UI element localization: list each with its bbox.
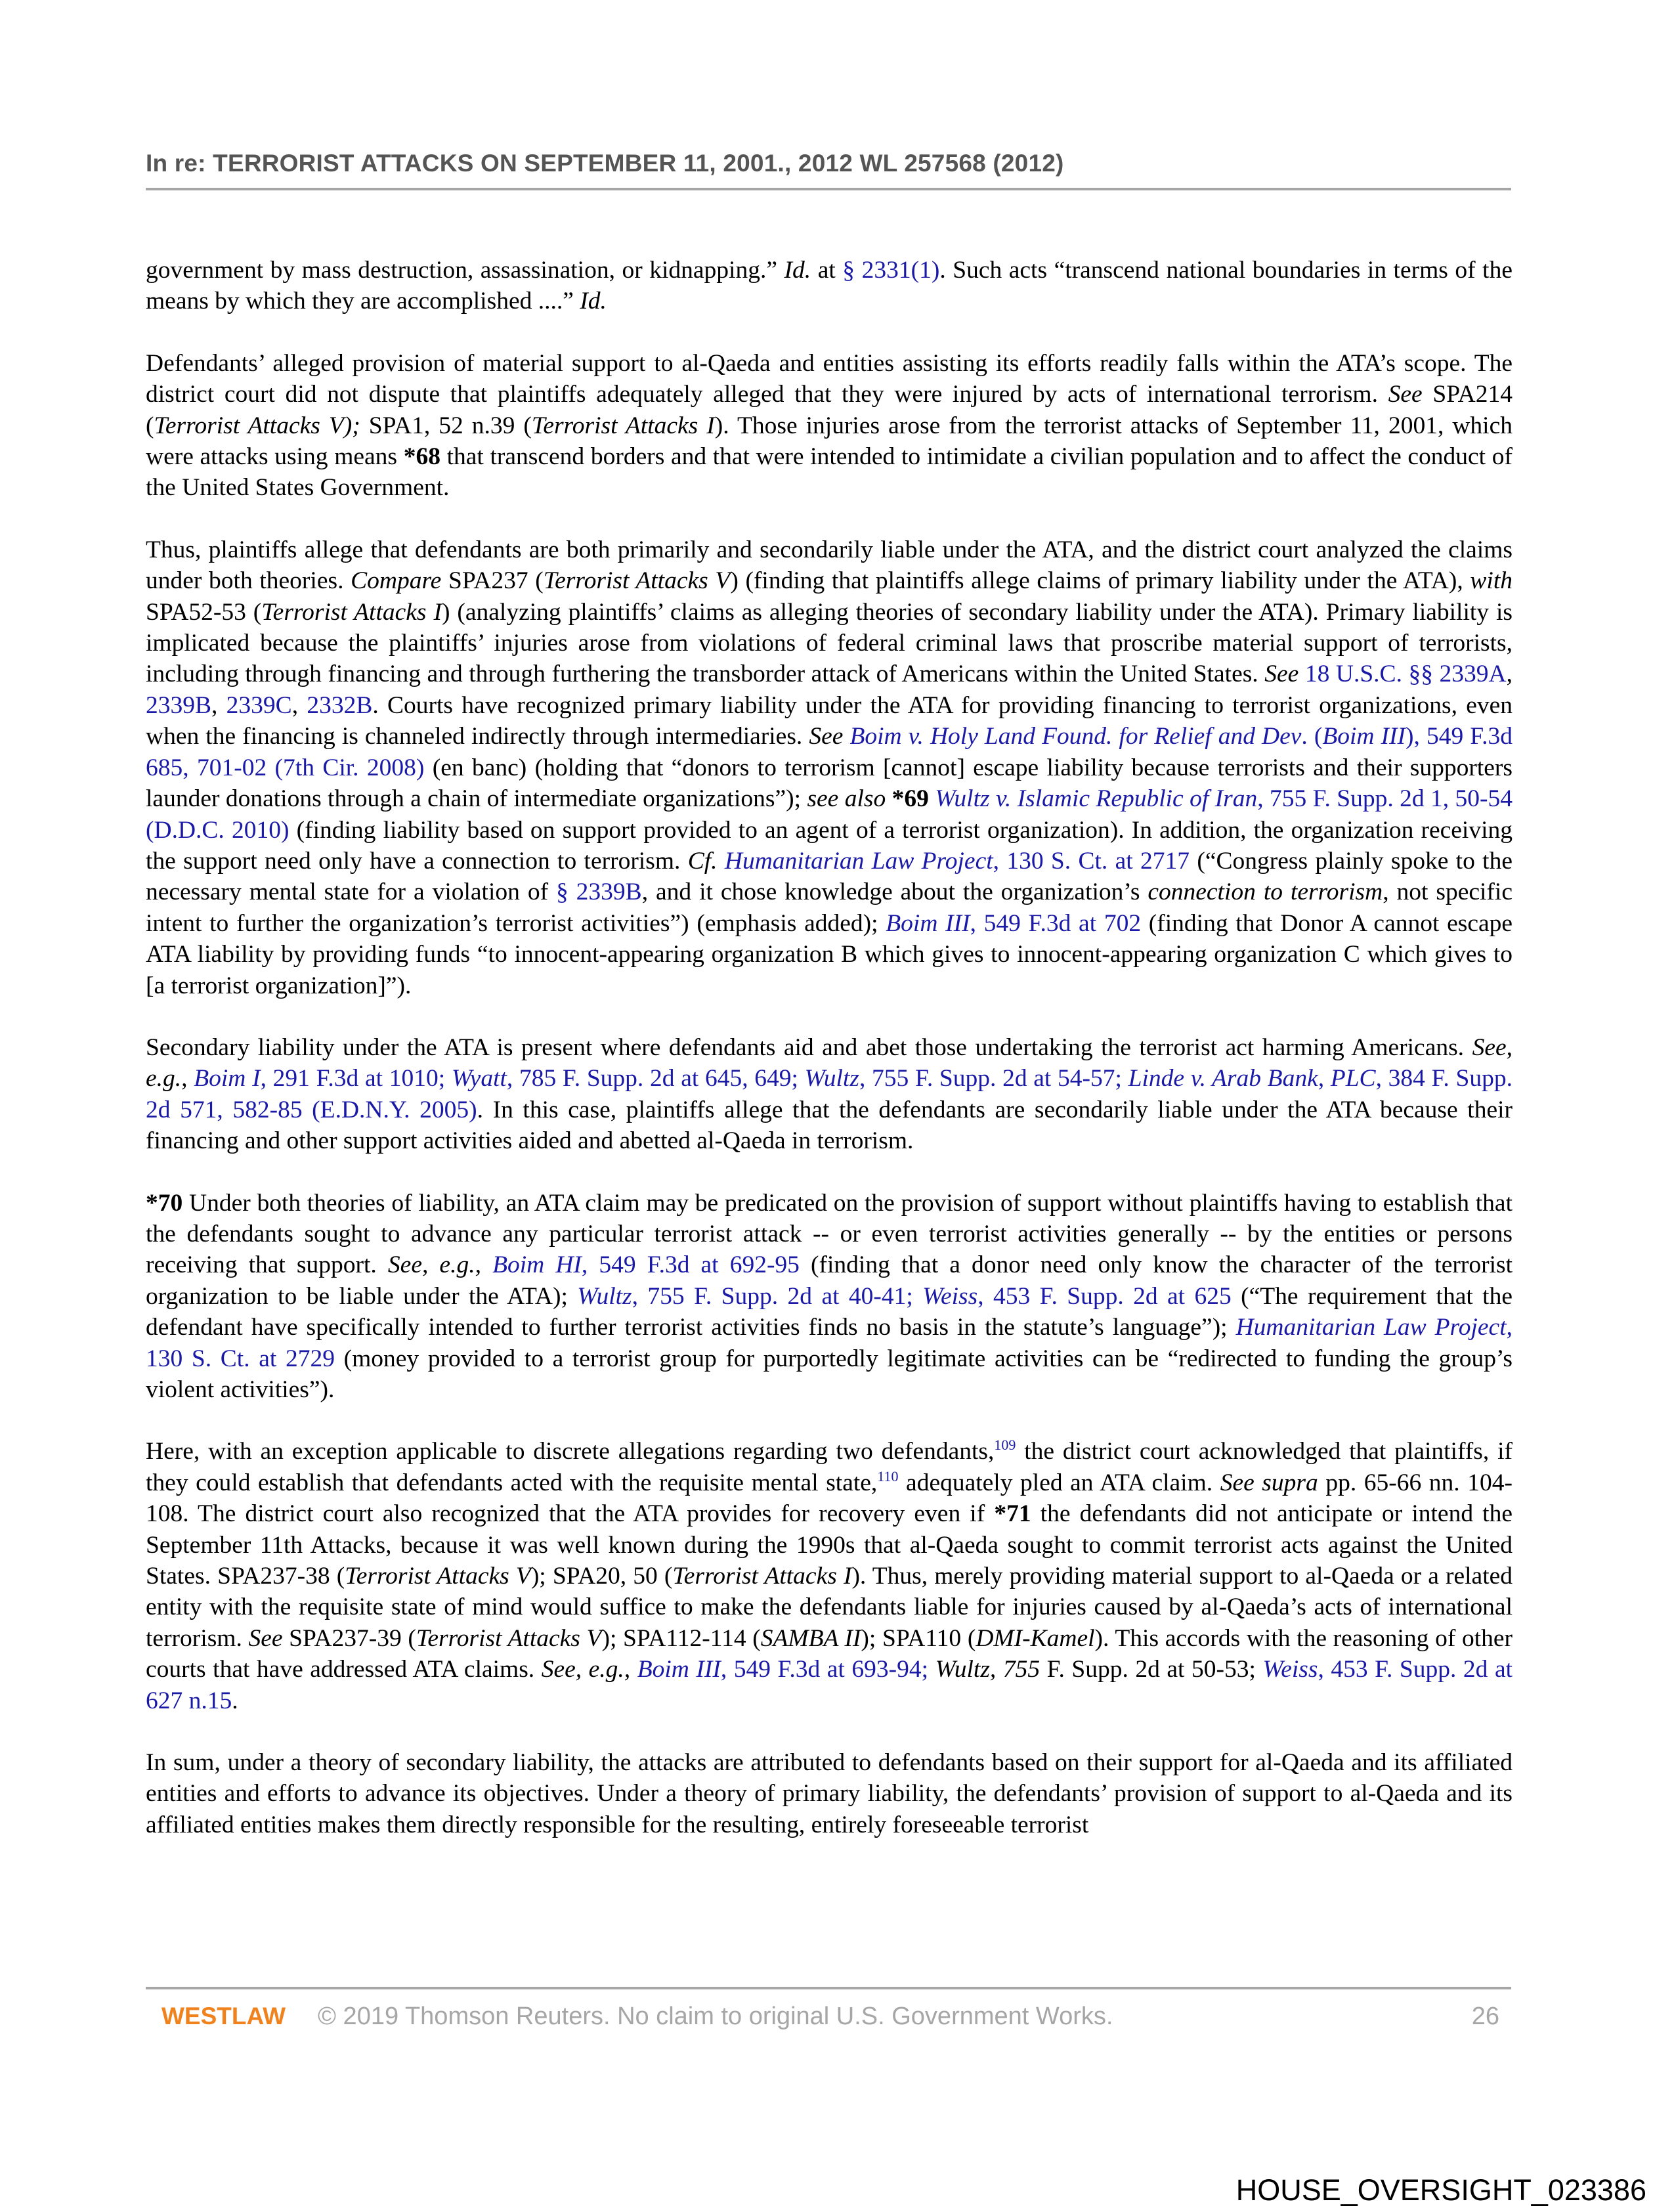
citation-link[interactable]: Boim III — [886, 909, 970, 937]
citation-link[interactable]: , 130 S. Ct. at 2729 — [146, 1314, 1513, 1372]
text-run — [718, 848, 725, 875]
citation-link[interactable]: , 755 F. Supp. 2d at 54-57; — [859, 1065, 1128, 1093]
text-run: connection to terrorism — [1148, 878, 1383, 906]
text-run: Secondary liability under the ATA is present where defendants aid and abet those undertaking the terrorist act harming Americans. — [146, 1033, 1472, 1061]
citation-link[interactable]: , 453 F. Supp. 2d at 627 n.15 — [146, 1656, 1513, 1714]
bates-stamp: HOUSE_OVERSIGHT_023386 — [1235, 2173, 1646, 2207]
citation-link[interactable]: 2339C — [226, 691, 292, 719]
text-run: . — [232, 1687, 238, 1714]
document-title: In re: TERRORIST ATTACKS ON SEPTEMBER 11, 2001., 2012 WL 257568 (2012) — [146, 150, 1064, 177]
text-run: Cf. — [687, 847, 718, 875]
citation-link[interactable]: , 291 F.3d at 1010; — [260, 1065, 452, 1093]
text-run: SPA237 ( — [441, 567, 544, 595]
citation-link[interactable]: , 384 F. Supp. 2d 571, 582-85 (E.D.N.Y. 2005) — [146, 1065, 1513, 1123]
citation-link[interactable]: Humanitarian Law Project — [1235, 1314, 1507, 1341]
text-run: . In this case, plaintiffs allege that the defendants are secondarily liable under the ATA because their financing and other support activities aided and abetted al-Qaeda in terrorism. — [146, 1096, 1513, 1155]
text-run: Terrorist Attacks I — [531, 412, 715, 439]
citation-link[interactable]: Wyatt — [451, 1065, 507, 1093]
text-run: (“Congress plainly spoke to the necessary mental state for a violation of — [146, 847, 1513, 906]
footnote-reference[interactable]: 110 — [877, 1467, 899, 1485]
text-run: Terrorist Attacks I — [672, 1563, 852, 1590]
text-run: (finding that Donor A cannot escape ATA liability by providing funds “to innocent-appearing organization B which gives to innocent-appearing organization C which gives to [a terrorist organization]”). — [146, 909, 1513, 999]
star-page-marker: *69 — [891, 785, 929, 813]
text-run — [886, 785, 891, 812]
text-run: pp. 65-66 nn. 104-108. The district court also recognized that the ATA provides for recovery even if — [146, 1469, 1513, 1528]
text-run: ). Thus, merely providing material support to al-Qaeda or a related entity with the requisite state of mind would suffice to make the defendants liable for injuries caused by al-Qaeda’s acts of international terrorism. — [146, 1563, 1513, 1652]
star-page-marker: *71 — [994, 1500, 1031, 1528]
text-run: (“The requirement that the defendant have specifically intended to further terrorist activities finds no basis in the statute’s language”); — [146, 1282, 1513, 1341]
text-run: government by mass destruction, assassination, or kidnapping.” — [146, 257, 784, 284]
text-run: F. Supp. 2d at 50-53; — [1040, 1656, 1263, 1683]
citation-link[interactable]: Wultz v. Islamic Republic of Iran — [935, 785, 1258, 813]
westlaw-logo: WESTLAW — [161, 2003, 286, 2029]
paragraph — [146, 534, 1513, 1001]
citation-link[interactable]: ), 549 F.3d 685, 701-02 (7th Cir. 2008) — [146, 723, 1513, 781]
citation-link[interactable]: Weiss — [1262, 1656, 1318, 1683]
text-run: , — [291, 691, 307, 719]
text-run: Terrorist Attacks V — [416, 1624, 602, 1652]
text-run: See, e.g., — [541, 1656, 631, 1683]
text-run — [1298, 661, 1305, 687]
text-run: adequately pled an ATA claim. — [898, 1469, 1220, 1496]
text-run — [188, 1065, 194, 1092]
text-run: SAMBA II — [760, 1624, 861, 1652]
citation-link[interactable]: Boim III — [637, 1656, 721, 1683]
text-run: See supra — [1220, 1469, 1318, 1496]
text-run: (finding that a donor need only know the character of the terrorist organization to be liable under the ATA); — [146, 1251, 1513, 1310]
citation-link[interactable]: Weiss — [922, 1282, 978, 1310]
text-run: Terrorist Attacks V); — [154, 412, 360, 439]
opinion-body — [146, 255, 1513, 1871]
text-run: SPA214 ( — [146, 381, 1513, 439]
text-run: , and it chose knowledge about the organization’s — [641, 878, 1148, 906]
text-run: the district court acknowledged that plaintiffs, if they could establish that defendants acted with the requisite mental state, — [146, 1438, 1513, 1496]
citation-link[interactable]: § 2339B — [556, 878, 642, 906]
text-run: SPA237-39 ( — [282, 1624, 416, 1652]
text-run: See — [248, 1624, 283, 1652]
citation-link[interactable]: , 549 F.3d at 702 — [970, 909, 1142, 937]
text-run: , — [211, 691, 226, 719]
footer-divider — [146, 1987, 1511, 1989]
citation-link[interactable]: 2339B — [146, 691, 212, 719]
citation-link[interactable]: , 755 F. Supp. 2d at 40-41; — [632, 1282, 923, 1310]
text-run: Under both theories of liability, an ATA claim may be predicated on the provision of support without plaintiffs having to establish that the defendants sought to advance any particular terrorist attack -- or even terrorist activities generally -- by the entities or persons receiving that support. — [146, 1189, 1513, 1279]
citation-link[interactable]: 18 U.S.C. §§ 2339A — [1304, 661, 1507, 688]
text-run: ); SPA20, 50 ( — [530, 1563, 673, 1590]
citation-link[interactable]: § 2331(1) — [842, 257, 940, 284]
footnote-reference[interactable]: 109 — [994, 1437, 1016, 1454]
text-run: , not specific intent to further the organization’s terrorist activities”) (emphasis added); — [146, 878, 1513, 937]
text-run — [843, 723, 849, 750]
text-run: Compare — [351, 567, 442, 595]
citation-link[interactable]: Boim v. Holy Land Found. for Relief and Dev — [849, 723, 1302, 750]
text-run: with — [1470, 567, 1513, 595]
text-run — [630, 1656, 637, 1683]
text-run: See, e.g., — [146, 1033, 1513, 1093]
text-run: SPA1, 52 n.39 ( — [360, 412, 532, 439]
paragraph — [146, 348, 1513, 504]
text-run: Terrorist Attacks I — [261, 598, 442, 626]
header-divider — [146, 188, 1511, 190]
text-run: (finding liability based on support provided to an agent of a terrorist organization). In addition, the organization receiving the support need only have a connection to terrorism. — [146, 816, 1513, 875]
citation-link[interactable]: , 785 F. Supp. 2d at 645, 649; — [506, 1065, 805, 1093]
text-run: Wultz, 755 — [935, 1656, 1041, 1683]
text-run: , — [1506, 661, 1513, 688]
text-run: SPA52-53 ( — [146, 598, 262, 626]
citation-link[interactable]: Boim III — [1322, 723, 1406, 750]
citation-link[interactable]: , 453 F. Supp. 2d at 625 — [977, 1282, 1232, 1310]
text-run: see also — [807, 785, 886, 813]
text-run: (money provided to a terrorist group for purportedly legitimate activities can be “redirected to funding the group’s violent activities”). — [146, 1345, 1513, 1403]
citation-link[interactable]: , 755 F. Supp. 2d 1, 50-54 (D.D.C. 2010) — [146, 785, 1513, 844]
page-footer — [146, 2003, 1511, 2035]
text-run: See — [1264, 661, 1299, 688]
text-run: . Such acts “transcend national boundaries in terms of the means by which they are accomplished ....” — [146, 257, 1513, 315]
star-page-marker: *70 — [146, 1189, 183, 1217]
text-run: . Courts have recognized primary liability under the ATA for providing financing to terrorist organizations, even when the financing is channeled indirectly through intermediaries. — [146, 691, 1513, 750]
text-run: See — [1388, 381, 1423, 408]
citation-link[interactable]: , 549 F.3d at 692-95 — [581, 1251, 800, 1279]
citation-link[interactable]: Boim I — [194, 1065, 261, 1093]
page-number: 26 — [1471, 2003, 1499, 2030]
citation-link[interactable]: Linde v. Arab Bank, PLC — [1128, 1065, 1376, 1093]
citation-link[interactable]: Boim HI — [492, 1251, 582, 1279]
star-page-marker: *68 — [403, 443, 440, 471]
text-run: Terrorist Attacks V — [345, 1563, 531, 1590]
citation-link[interactable]: . ( — [1301, 723, 1323, 750]
text-run: ); SPA112-114 ( — [601, 1624, 761, 1652]
text-run: ) (finding that plaintiffs allege claims of primary liability under the ATA), — [730, 567, 1470, 595]
text-run: Terrorist Attacks V — [543, 567, 731, 595]
copyright-notice: © 2019 Thomson Reuters. No claim to original U.S. Government Works. — [318, 2003, 1113, 2030]
text-run: Defendants’ alleged provision of material support to al-Qaeda and entities assisting its efforts readily falls within the ATA’s scope. The district court did not dispute that plaintiffs adequately alleged that they were injured by acts of international terrorism. — [146, 349, 1513, 408]
paragraph — [146, 1188, 1513, 1406]
text-run: ) (analyzing plaintiffs’ claims as alleging theories of secondary liability under the ATA). Primary liability is implicated because the plaintiffs’ injuries arose from violations of federal criminal laws that proscribe material support of terrorists, including through financing and through furthering the transborder attack of Americans within the United States. — [146, 598, 1513, 688]
citation-link[interactable]: Wultz — [577, 1282, 632, 1310]
text-run — [929, 785, 935, 812]
text-run — [481, 1251, 492, 1278]
text-run: at — [811, 257, 843, 284]
text-run: See — [809, 723, 844, 750]
citation-link[interactable]: Wultz — [804, 1065, 859, 1093]
paragraph — [146, 1032, 1513, 1157]
text-run: See, e.g., — [387, 1251, 481, 1279]
paragraph — [146, 1747, 1513, 1840]
text-run: the defendants did not anticipate or intend the September 11th Attacks, because it was well known during the 1990s that al-Qaeda sought to commit terrorist acts against the United States. SPA237-38 ( — [146, 1500, 1513, 1590]
text-run: Thus, plaintiffs allege that defendants are both primarily and secondarily liable under the ATA, and the district court analyzed the claims under both theories. — [146, 536, 1513, 595]
text-run: Id. — [580, 288, 607, 315]
text-run: In sum, under a theory of secondary liability, the attacks are attributed to defendants based on their support for al-Qaeda and its affiliated entities and efforts to advance its objectives. Under a theory of primary liability, the defendants’ provision of support to al-Qaeda and its affiliated entities makes them directly responsible for the resulting, entirely foreseeable terrorist — [146, 1749, 1513, 1838]
text-run: Here, with an exception applicable to discrete allegations regarding two defendants, — [146, 1438, 995, 1465]
text-run: that transcend borders and that were intended to intimidate a civilian population and to affect the conduct of the United States Government. — [146, 443, 1513, 502]
text-run: (en banc) (holding that “donors to terrorism [cannot] escape liability because terrorists and their supporters launder donations through a chain of intermediate organizations”); — [146, 754, 1513, 813]
citation-link[interactable]: 2332B — [307, 691, 373, 719]
text-run: ). Those injuries arose from the terrorist attacks of September 11, 2001, which were attacks using means — [146, 412, 1513, 471]
paragraph — [146, 255, 1513, 317]
paragraph — [146, 1436, 1513, 1716]
text-run: DMI-Kamel — [976, 1624, 1095, 1652]
citation-link[interactable]: , 549 F.3d at 693-94; — [720, 1656, 935, 1683]
citation-link[interactable]: , 130 S. Ct. at 2717 — [993, 847, 1190, 875]
text-run: ). This accords with the reasoning of other courts that have addressed ATA claims. — [146, 1624, 1513, 1683]
citation-link[interactable]: Humanitarian Law Project — [724, 847, 993, 875]
text-run: ); SPA110 ( — [861, 1624, 976, 1652]
text-run: Id. — [784, 257, 811, 284]
